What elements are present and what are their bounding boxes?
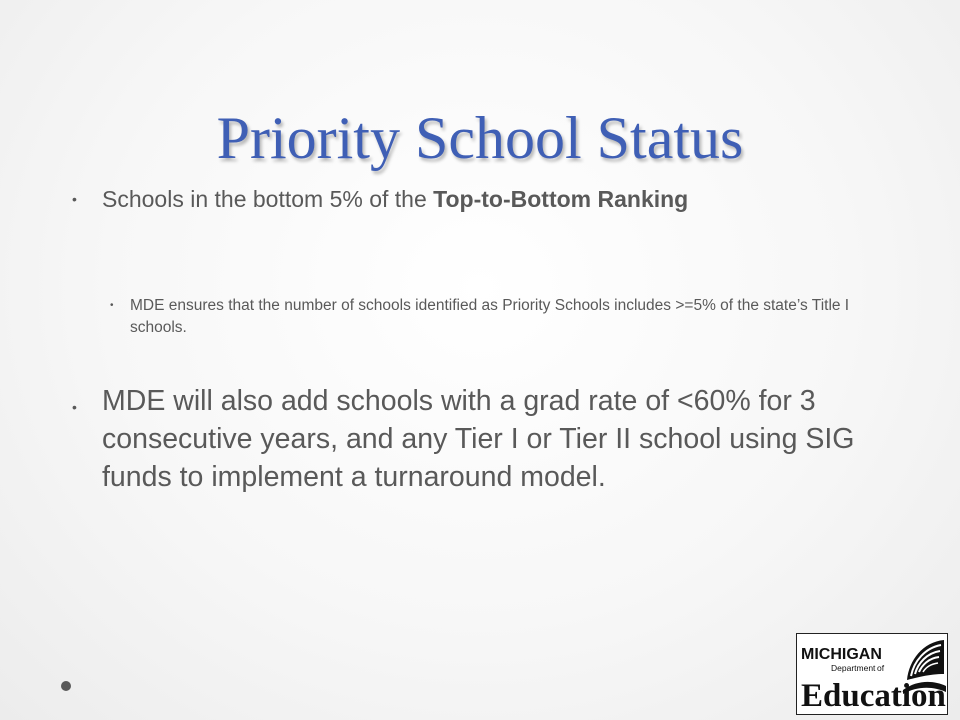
logo-line-3: Education [801,678,946,714]
logo-line-2a: Department [831,663,876,673]
bullet-dot: • [72,191,77,207]
bullet-dot: • [72,399,77,415]
sub-bullet-mde-ensures [110,295,850,339]
bullet-grad-rate [72,382,892,496]
bullet-text [102,183,852,215]
michigan-department-of-education-logo [796,633,948,715]
slide-title: Priority School Status [216,105,744,172]
bullet-text-bold: Top-to-Bottom Ranking [433,186,689,212]
empty-bullet-dot [61,681,71,691]
bullet-text: MDE ensures that the number of schools identified as Priority Schools includes >=5% of the state’s Title I schools. [130,297,850,336]
bullet-bottom-five-percent [72,183,852,215]
logo-graphic [797,634,947,714]
logo-line-2b: of [877,663,885,673]
logo-line-1: MICHIGAN [801,646,882,663]
bullet-text-regular: Schools in the bottom 5% of the [102,186,434,212]
bullet-text: MDE will also add schools with a grad rate of <60% for 3 consecutive years, and any Tier I or Tier II school using SIG funds to implement a turnaround model. [102,385,855,493]
bullet-dot: • [110,300,114,311]
